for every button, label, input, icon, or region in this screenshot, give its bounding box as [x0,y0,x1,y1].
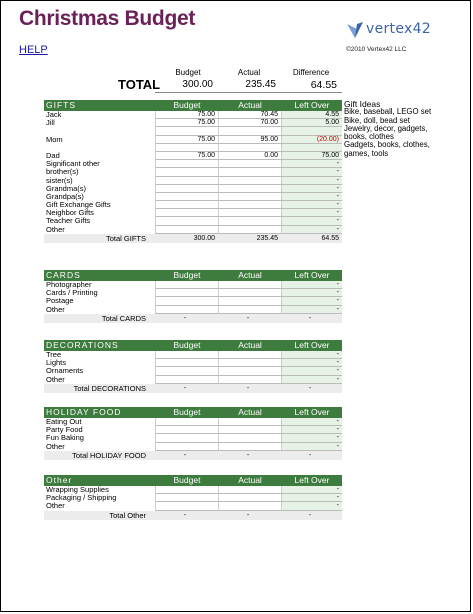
row-label[interactable]: Photographer [46,280,92,289]
summary-header-difference: Difference [292,68,330,77]
table-row [44,306,342,314]
actual-cell[interactable] [218,160,281,168]
left-over-cell: - [281,494,342,502]
actual-cell[interactable] [218,306,281,314]
row-label[interactable]: Other [46,374,65,384]
budget-cell[interactable] [155,226,218,234]
section-header [44,100,342,111]
budget-cell[interactable] [155,281,218,289]
column-header: Left Over [294,270,330,280]
total-left-over: 64.55 [321,234,339,242]
actual-cell[interactable] [218,426,281,434]
actual-cell[interactable] [218,376,281,384]
section-gifts [44,100,342,243]
column-header: Actual [238,407,262,417]
total-actual: - [246,314,250,322]
actual-cell[interactable] [218,185,281,193]
actual-cell[interactable] [218,297,281,305]
budget-cell[interactable] [155,426,218,434]
left-over-cell: - [281,376,342,384]
row-label[interactable]: Mom [46,134,63,144]
total-label: Total HOLIDAY FOOD [72,450,146,460]
budget-cell[interactable] [155,289,218,297]
left-over-cell: - [281,351,342,359]
budget-cell[interactable] [155,502,218,510]
budget-cell[interactable] [155,185,218,193]
section-holiday-food [44,407,342,460]
table-row [44,297,342,305]
left-over-cell: - [281,226,342,234]
total-budget: - [183,384,187,392]
actual-cell[interactable] [218,201,281,209]
budget-cell[interactable]: 75.00 [155,152,218,160]
column-header: Budget [173,407,201,417]
total-actual: - [246,451,250,459]
left-over-cell: - [281,359,342,367]
table-row [44,127,342,135]
budget-cell[interactable] [155,376,218,384]
row-label[interactable]: Jill [46,118,55,128]
summary-divider [155,92,342,93]
row-label[interactable]: Fun Baking [46,433,84,443]
budget-cell[interactable] [155,434,218,442]
budget-cell[interactable]: 75.00 [155,111,218,119]
section-title: Other [46,475,73,485]
table-row [44,136,342,144]
total-left-over: - [308,314,312,322]
table-row [44,426,342,434]
budget-cell[interactable] [155,177,218,185]
section-header [44,340,342,351]
table-row [44,168,342,176]
total-left-over: - [308,384,312,392]
left-over-cell: - [281,209,342,217]
section-total-row [44,384,342,393]
row-label[interactable]: Other [46,501,65,511]
total-budget: 300.00 [193,234,215,242]
left-over-cell: 4.55 [281,111,342,119]
row-label[interactable]: Significant other [46,159,100,169]
column-header: Actual [238,270,262,280]
total-budget: - [183,451,187,459]
budget-cell[interactable] [155,144,218,152]
actual-cell[interactable] [218,127,281,135]
row-label[interactable]: Ornaments [46,366,84,376]
actual-cell[interactable]: 95.00 [218,136,281,144]
actual-cell[interactable] [218,502,281,510]
column-header: Left Over [294,475,330,485]
table-row [44,418,342,426]
column-header: Actual [238,340,262,350]
left-over-cell: 75.00 [281,152,342,160]
left-over-cell: - [281,185,342,193]
actual-cell[interactable]: 70.45 [218,111,281,119]
section-decorations [44,340,342,393]
total-label: Total Other [109,510,146,520]
total-actual: 235.45 [256,234,278,242]
row-label[interactable]: Eating Out [46,417,82,426]
budget-cell[interactable] [155,160,218,168]
budget-cell[interactable] [155,443,218,451]
budget-cell[interactable]: 75.00 [155,119,218,127]
column-header: Left Over [294,407,330,417]
budget-cell[interactable] [155,486,218,494]
table-row [44,111,342,119]
left-over-cell: - [281,426,342,434]
row-label[interactable]: Gift Exchange Gifts [46,200,111,210]
left-over-cell: - [281,502,342,510]
budget-cell[interactable] [155,359,218,367]
budget-cell[interactable] [155,351,218,359]
actual-cell[interactable] [218,193,281,201]
table-row [44,376,342,384]
total-label: Total DECORATIONS [73,383,146,393]
section-other [44,475,342,520]
summary-total-actual: 235.45 [245,79,276,90]
row-label[interactable]: Teacher Gifts [46,216,91,226]
summary-total-difference: 64.55 [310,79,337,91]
actual-cell[interactable] [218,443,281,451]
row-label[interactable]: Jack [46,110,62,119]
row-label[interactable]: brother(s) [46,167,79,177]
budget-cell[interactable] [155,418,218,426]
left-over-cell [281,127,342,135]
column-header: Budget [173,340,201,350]
budget-cell[interactable] [155,367,218,375]
left-over-cell: - [281,160,342,168]
actual-cell[interactable] [218,486,281,494]
table-row [44,226,342,234]
gift-idea-line[interactable]: games, tools [344,148,389,158]
section-cards [44,270,342,323]
left-over-cell: - [281,201,342,209]
left-over-cell: - [281,177,342,185]
row-label[interactable]: Lights [46,358,67,368]
total-budget: - [183,511,187,519]
column-header: Budget [173,270,201,280]
budget-cell[interactable] [155,168,218,176]
column-header: Actual [238,475,262,485]
logo-text: vertex42 [366,21,432,37]
table-row [44,494,342,502]
section-header [44,407,342,418]
table-row [44,160,342,168]
row-label[interactable]: Packaging / Shipping [46,493,117,503]
logo-mark-icon [346,21,364,39]
row-label[interactable]: Other [46,224,65,234]
budget-cell[interactable] [155,217,218,225]
actual-cell[interactable] [218,367,281,375]
help-link[interactable]: HELP [19,44,48,56]
section-title: GIFTS [46,100,77,110]
table-row [44,177,342,185]
column-header: Left Over [294,100,330,110]
left-over-cell: - [281,289,342,297]
gift-idea-line[interactable]: Gadgets, books, clothes, [344,140,430,150]
table-row [44,351,342,359]
section-total-row [44,314,342,323]
gift-idea-line[interactable]: Bike, doll, bead set [344,115,410,125]
actual-cell[interactable] [218,281,281,289]
total-left-over: - [308,451,312,459]
section-total-row [44,234,342,243]
left-over-cell [281,144,342,152]
vertex42-logo [346,21,438,41]
actual-cell[interactable] [218,494,281,502]
total-budget: - [183,314,187,322]
budget-cell[interactable] [155,494,218,502]
table-row [44,289,342,297]
table-row [44,434,342,442]
actual-cell[interactable] [218,359,281,367]
actual-cell[interactable]: 70.00 [218,119,281,127]
gift-idea-line[interactable]: Jewelry, decor, gadgets, [344,123,428,133]
section-total-row [44,511,342,520]
actual-cell[interactable] [218,434,281,442]
row-label[interactable]: Party Food [46,425,83,435]
gift-ideas-heading: Gift Ideas [344,99,381,109]
section-title: HOLIDAY FOOD [46,407,122,417]
page-title: Christmas Budget [19,7,196,30]
left-over-cell: - [281,281,342,289]
actual-cell[interactable] [218,209,281,217]
summary-header-actual: Actual [237,68,261,77]
section-total-row [44,451,342,460]
gift-ideas [344,100,469,158]
table-row [44,502,342,510]
column-header: Actual [238,100,262,110]
left-over-cell: (20.00) [281,136,342,144]
budget-cell[interactable] [155,209,218,217]
column-header: Left Over [294,340,330,350]
gift-idea-line[interactable]: books, clothes [344,132,394,142]
total-left-over: - [308,511,312,519]
left-over-cell: - [281,443,342,451]
row-label[interactable]: Other [46,304,65,314]
total-actual: - [246,511,250,519]
total-label: Total GIFTS [105,233,146,243]
left-over-cell: - [281,418,342,426]
table-row [44,119,342,127]
row-label[interactable]: Grandma(s) [46,183,87,193]
left-over-cell: - [281,297,342,305]
row-label[interactable]: Dad [46,150,60,160]
row-label[interactable]: Wrapping Supplies [46,485,109,494]
budget-cell[interactable]: 75.00 [155,136,218,144]
budget-cell[interactable] [155,127,218,135]
table-row [44,367,342,375]
summary-total-budget: 300.00 [182,79,213,90]
total-label: Total CARDS [101,313,146,323]
summary-header-budget: Budget [175,68,201,77]
left-over-cell: - [281,168,342,176]
section-title: CARDS [46,270,81,280]
budget-cell[interactable] [155,193,218,201]
left-over-cell: - [281,367,342,375]
budget-cell[interactable] [155,297,218,305]
row-label[interactable]: sister(s) [46,175,73,185]
actual-cell[interactable] [218,168,281,176]
actual-cell[interactable] [218,144,281,152]
actual-cell[interactable] [218,351,281,359]
left-over-cell: - [281,193,342,201]
table-row [44,185,342,193]
row-label[interactable]: Grandpa(s) [46,191,84,201]
left-over-cell: - [281,434,342,442]
budget-cell[interactable] [155,201,218,209]
left-over-cell: - [281,486,342,494]
summary-total-label: TOTAL [118,77,161,92]
row-label[interactable]: Neighbor Gifts [46,208,94,218]
actual-cell[interactable] [218,177,281,185]
section-title: DECORATIONS [46,340,119,350]
budget-cell[interactable] [155,306,218,314]
actual-cell[interactable] [218,226,281,234]
row-label[interactable]: Postage [46,296,74,306]
table-row [44,359,342,367]
table-row [44,217,342,225]
row-label[interactable]: Tree [46,350,62,359]
row-label[interactable]: Other [46,441,65,451]
row-label[interactable]: Cards / Printing [46,288,98,298]
left-over-cell: - [281,306,342,314]
actual-cell[interactable]: 0.00 [218,152,281,160]
left-over-cell: - [281,217,342,225]
gift-idea-line[interactable]: Bike, baseball, LEGO set [344,107,432,117]
total-actual: - [246,384,250,392]
copyright: ©2010 Vertex42 LLC [346,46,407,53]
table-row [44,443,342,451]
table-row [44,144,342,152]
column-header: Budget [173,100,201,110]
actual-cell[interactable] [218,418,281,426]
left-over-cell: 5.00 [281,119,342,127]
actual-cell[interactable] [218,217,281,225]
actual-cell[interactable] [218,289,281,297]
column-header: Budget [173,475,201,485]
